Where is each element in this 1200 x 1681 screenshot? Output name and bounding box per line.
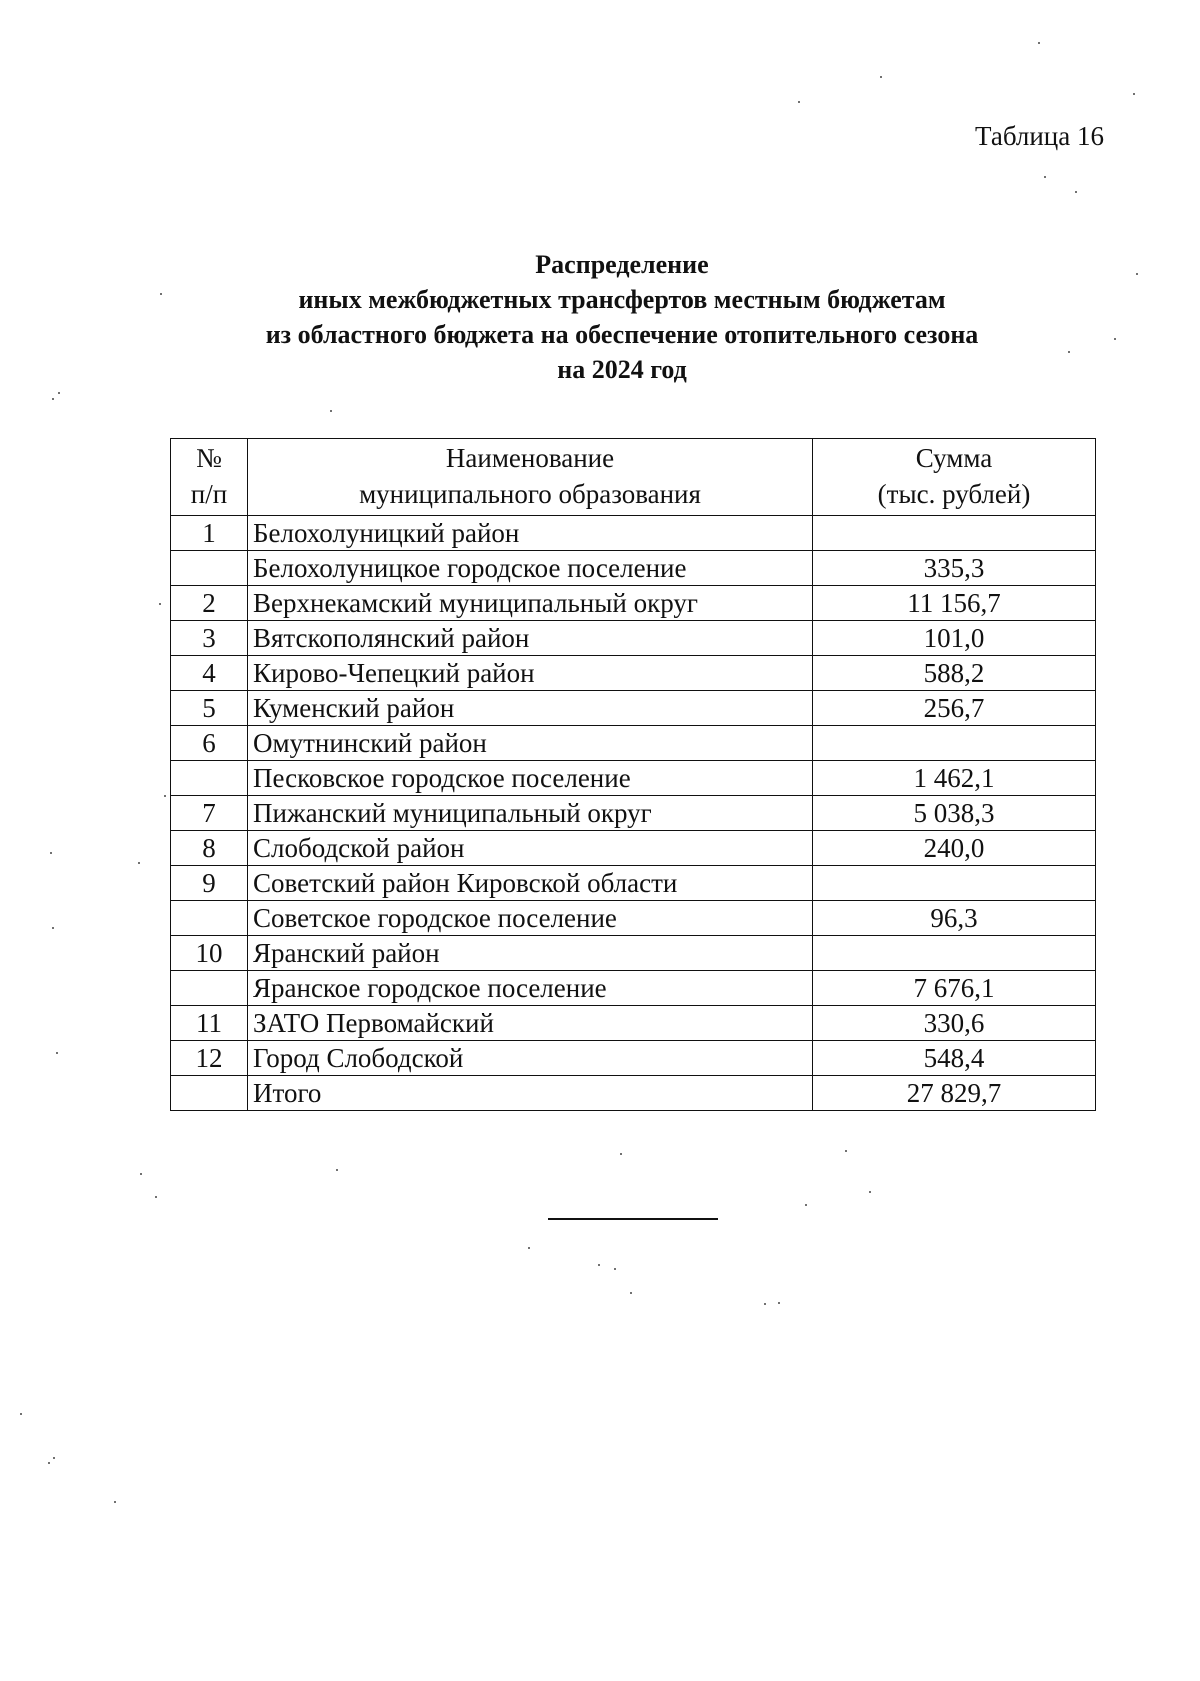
row-number: 7 [171, 796, 248, 831]
table-row [171, 621, 1096, 656]
header-number-line: № [196, 443, 222, 473]
row-name: Яранское городское поселение [248, 971, 813, 1006]
scan-speck [53, 1457, 55, 1459]
table-header-row [171, 439, 1096, 516]
header-name [248, 439, 813, 516]
row-name: Советское городское поселение [248, 901, 813, 936]
scan-speck [140, 1173, 142, 1175]
scan-speck [1114, 338, 1116, 340]
row-sum: 96,3 [813, 901, 1096, 936]
row-number [171, 1076, 248, 1111]
row-name: Верхнекамский муниципальный округ [248, 586, 813, 621]
header-name-line: Наименование [445, 443, 615, 473]
row-number: 12 [171, 1041, 248, 1076]
header-sum-line: (тыс. рублей) [877, 479, 1031, 509]
header-sum [813, 439, 1096, 516]
end-divider [548, 1218, 718, 1220]
row-name: ЗАТО Первомайский [248, 1006, 813, 1041]
row-sum: 27 829,7 [813, 1076, 1096, 1111]
scan-speck [1133, 93, 1135, 95]
row-number: 9 [171, 866, 248, 901]
row-name: Яранский район [248, 936, 813, 971]
scan-speck [160, 293, 162, 295]
scan-speck [48, 1462, 50, 1464]
table-row [171, 551, 1096, 586]
row-sum: 256,7 [813, 691, 1096, 726]
row-sum [813, 936, 1096, 971]
row-name: Белохолуницкое городское поселение [248, 551, 813, 586]
row-number: 11 [171, 1006, 248, 1041]
row-number [171, 761, 248, 796]
scan-speck [630, 1292, 632, 1294]
row-name: Белохолуницкий район [248, 516, 813, 551]
row-name: Куменский район [248, 691, 813, 726]
heading-line: из областного бюджета на обеспечение отопительного сезона [265, 320, 979, 349]
row-name: Пижанский муниципальный округ [248, 796, 813, 831]
table-row [171, 901, 1096, 936]
table-row [171, 1041, 1096, 1076]
row-number: 2 [171, 586, 248, 621]
heading-line: на 2024 год [557, 355, 687, 384]
header-sum-line: Сумма [915, 443, 993, 473]
row-name: Итого [248, 1076, 813, 1111]
scan-speck [805, 1204, 807, 1206]
row-number: 10 [171, 936, 248, 971]
row-sum: 588,2 [813, 656, 1096, 691]
row-number: 6 [171, 726, 248, 761]
scan-speck [56, 1052, 58, 1054]
table-row [171, 656, 1096, 691]
table-row [171, 971, 1096, 1006]
row-number: 1 [171, 516, 248, 551]
scan-speck [614, 1268, 616, 1270]
table-total-row [171, 1076, 1096, 1111]
scan-speck [138, 862, 140, 864]
row-number: 8 [171, 831, 248, 866]
scan-speck [620, 1153, 622, 1155]
row-name: Вятскополянский район [248, 621, 813, 656]
scan-speck [20, 1413, 22, 1415]
scan-speck [336, 1169, 338, 1171]
row-number [171, 971, 248, 1006]
heading-line: Распределение [535, 250, 709, 279]
table-row [171, 796, 1096, 831]
scan-speck [164, 795, 166, 797]
scan-speck [778, 1302, 780, 1304]
scan-speck [1068, 351, 1070, 353]
scan-speck [50, 852, 52, 854]
transfers-table [170, 438, 1096, 1111]
scan-speck [155, 1196, 157, 1198]
row-number: 3 [171, 621, 248, 656]
table-row [171, 866, 1096, 901]
table-row [171, 691, 1096, 726]
scan-speck [845, 1150, 847, 1152]
scan-speck [1038, 42, 1040, 44]
row-sum: 330,6 [813, 1006, 1096, 1041]
table-row [171, 761, 1096, 796]
row-number [171, 551, 248, 586]
scan-speck [58, 392, 60, 394]
table-row [171, 726, 1096, 761]
scan-speck [880, 76, 882, 78]
row-name: Песковское городское поселение [248, 761, 813, 796]
row-sum [813, 726, 1096, 761]
table-row [171, 831, 1096, 866]
row-sum [813, 866, 1096, 901]
scan-speck [1044, 176, 1046, 178]
row-sum: 1 462,1 [813, 761, 1096, 796]
row-name: Слободской район [248, 831, 813, 866]
scan-speck [330, 410, 332, 412]
scan-speck [159, 603, 161, 605]
row-sum: 11 156,7 [813, 586, 1096, 621]
table-row [171, 586, 1096, 621]
heading-line: иных межбюджетных трансфертов местным бюджетам [298, 285, 946, 314]
scan-speck [764, 1303, 766, 1305]
row-name: Омутнинский район [248, 726, 813, 761]
row-sum: 101,0 [813, 621, 1096, 656]
scan-speck [114, 1501, 116, 1503]
row-number [171, 901, 248, 936]
row-sum: 335,3 [813, 551, 1096, 586]
header-name-line: муниципального образования [359, 479, 701, 509]
row-sum: 240,0 [813, 831, 1096, 866]
table-row [171, 516, 1096, 551]
table-row [171, 936, 1096, 971]
table-number: Таблица 16 [975, 121, 1104, 151]
scan-speck [598, 1264, 600, 1266]
row-sum: 7 676,1 [813, 971, 1096, 1006]
scan-speck [1075, 191, 1077, 193]
header-number-line: п/п [190, 479, 228, 509]
document-heading [0, 247, 1200, 387]
scan-speck [1136, 273, 1138, 275]
row-sum: 548,4 [813, 1041, 1096, 1076]
row-number: 5 [171, 691, 248, 726]
row-sum: 5 038,3 [813, 796, 1096, 831]
scan-speck [528, 1247, 530, 1249]
scan-speck [52, 927, 54, 929]
row-number: 4 [171, 656, 248, 691]
scan-speck [869, 1191, 871, 1193]
row-sum [813, 516, 1096, 551]
row-name: Город Слободской [248, 1041, 813, 1076]
row-name: Кирово-Чепецкий район [248, 656, 813, 691]
table-row [171, 1006, 1096, 1041]
header-number [171, 439, 248, 516]
row-name: Советский район Кировской области [248, 866, 813, 901]
scan-speck [52, 398, 54, 400]
scan-speck [798, 101, 800, 103]
